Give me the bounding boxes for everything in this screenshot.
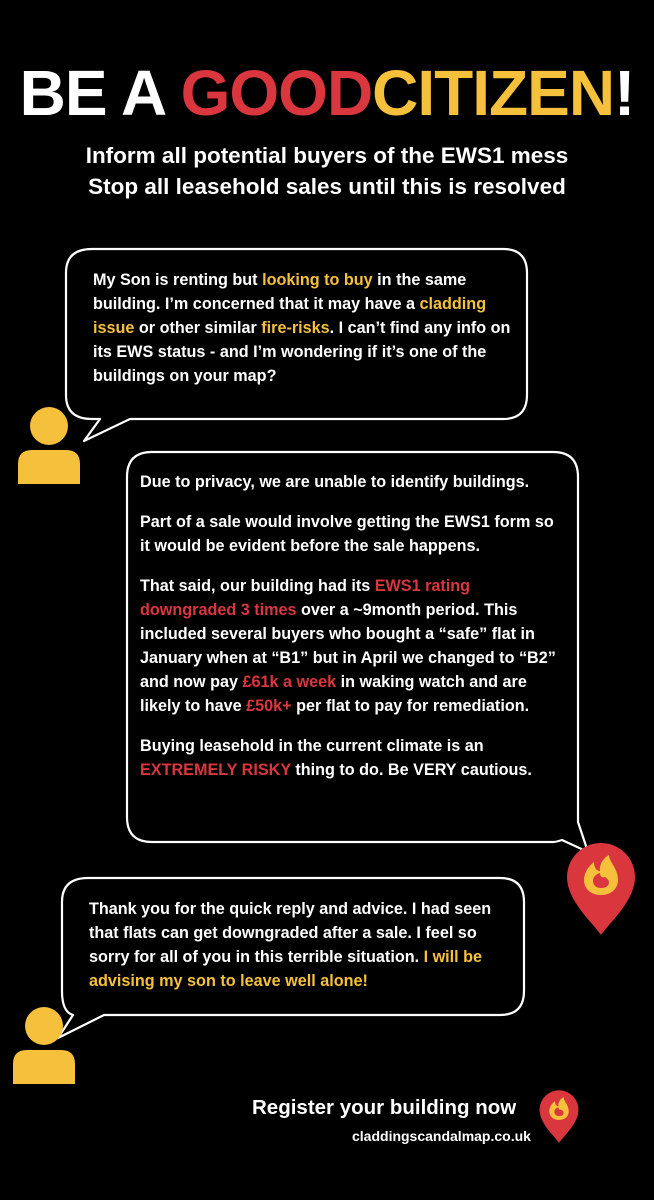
- bubble1-highlight-looking-to-buy: looking to buy: [262, 271, 373, 289]
- bubble2-paragraph-3: [140, 574, 568, 718]
- bubble2-highlight-50k: £50k+: [246, 697, 292, 715]
- bubble2-paragraph-1: Due to privacy, we are unable to identify buildings.: [140, 473, 530, 491]
- subtitle-line-1: Inform all potential buyers of the EWS1 mess: [85, 143, 569, 168]
- bubble3-highlight-advice: I will be advising my son to leave well alone!: [89, 948, 483, 990]
- title-part-be-a: BE A: [19, 57, 181, 129]
- bubble2-highlight-downgraded: EWS1 rating downgraded 3 times: [140, 577, 471, 619]
- bubble1-text-1: My Son is renting but: [93, 271, 263, 289]
- speech-bubble-3-text: [89, 897, 509, 993]
- bubble2-highlight-61k: £61k a week: [242, 673, 337, 691]
- bubble2-paragraph-2: Part of a sale would involve getting the EWS1 form so it would be evident before the sale happens.: [140, 513, 554, 555]
- bubble2-text-4a: Buying leasehold in the current climate is an: [140, 737, 484, 755]
- subtitle-line-2: Stop all leasehold sales until this is resolved: [88, 174, 566, 199]
- title-part-good: GOOD: [180, 57, 373, 129]
- register-cta: Register your building now: [252, 1096, 517, 1119]
- title-part-exclamation: !: [614, 57, 635, 129]
- speech-bubble-1-text: [93, 268, 517, 388]
- map-pin-flame-icon: [563, 839, 639, 937]
- bubble2-text-3b: over a ~9month period. This included several buyers who bought a “safe” flat in January when at “B1” but in April we changed to “B2” and now pay: [140, 601, 556, 691]
- bubble3-text-1: Thank you for the quick reply and advice. I had seen that flats can get downgraded after a sale. I feel so sorry for all of you in this terrible situation.: [89, 900, 492, 966]
- bubble2-text-3a: That said, our building had its: [140, 577, 375, 595]
- bubble2-paragraph-4: [140, 734, 568, 782]
- title-part-citizen: CITIZEN: [372, 57, 615, 129]
- bubble2-text-4b: thing to do. Be VERY cautious.: [290, 761, 532, 779]
- user-icon: [14, 404, 84, 486]
- bubble1-text-2: in the same building. I’m concerned that it may have a: [93, 271, 467, 313]
- user-icon: [8, 1004, 80, 1086]
- bubble1-highlight-fire-risks: fire-risks: [261, 319, 330, 337]
- bubble1-text-4: . I can’t find any info on its EWS status - and I’m wondering if it’s one of the buildings on your map?: [93, 319, 511, 385]
- speech-bubble-2-text: [140, 470, 568, 782]
- website-url: claddingscandalmap.co.uk: [352, 1128, 531, 1144]
- bubble2-text-3d: per flat to pay for remediation.: [291, 697, 530, 715]
- bubble1-text-3: or other similar: [134, 319, 262, 337]
- map-pin-flame-icon: [537, 1088, 581, 1144]
- bubble2-highlight-extremely-risky: EXTREMELY RISKY: [140, 761, 291, 779]
- bubble2-text-3c: in waking watch and are likely to have: [140, 673, 527, 715]
- bubble1-highlight-cladding-issue: cladding issue: [93, 295, 487, 337]
